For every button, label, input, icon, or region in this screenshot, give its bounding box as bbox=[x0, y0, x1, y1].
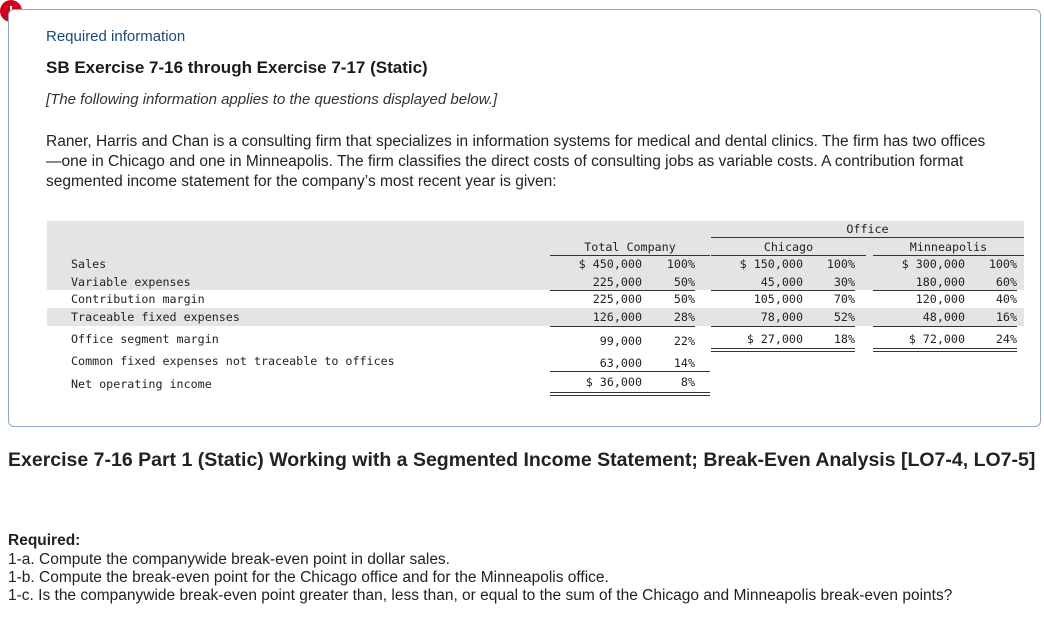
office-header: Office bbox=[846, 222, 889, 236]
total-value: 225,000 bbox=[592, 275, 642, 289]
chicago-value: 45,000 bbox=[760, 275, 803, 289]
minneapolis-pct: 100% bbox=[988, 257, 1017, 271]
col-header-chicago: Chicago bbox=[763, 240, 814, 254]
row-label-sales: Sales bbox=[71, 257, 107, 271]
chicago-double-rule-top bbox=[711, 348, 855, 349]
total-subtotal-rule bbox=[550, 290, 695, 291]
chicago-header-underline bbox=[711, 255, 866, 256]
chicago-value: $ 27,000 bbox=[746, 332, 803, 346]
total-double-rule-bottom bbox=[550, 395, 710, 396]
chicago-pct: 52% bbox=[833, 310, 855, 324]
required-label: Required: bbox=[8, 532, 81, 549]
col-header-total: Total Company bbox=[584, 240, 676, 254]
minneapolis-pct: 24% bbox=[995, 332, 1017, 346]
requirement-1c: 1-c. Is the companywide break-even point greater than, less than, or equal to the sum of the Chicago and Minneapolis break-even points? bbox=[8, 587, 953, 604]
total-pct: 100% bbox=[666, 257, 695, 271]
minneapolis-pct: 40% bbox=[995, 292, 1017, 306]
total-net-rule bbox=[550, 371, 710, 372]
total-pct: 8% bbox=[680, 375, 695, 389]
total-value: 99,000 bbox=[599, 334, 642, 348]
segmented-income-statement bbox=[47, 212, 1024, 402]
requirements-list bbox=[8, 551, 1038, 605]
row-label-net-operating-income: Net operating income bbox=[71, 377, 212, 391]
minneapolis-subtotal-rule bbox=[873, 290, 1017, 291]
chicago-value: $ 150,000 bbox=[739, 257, 803, 271]
chicago-value: 78,000 bbox=[760, 310, 803, 324]
row-label-common-fixed: Common fixed expenses not traceable to offices bbox=[71, 354, 395, 368]
chicago-segment-rule bbox=[711, 326, 855, 327]
office-underline bbox=[711, 237, 1024, 238]
chicago-pct: 30% bbox=[833, 275, 855, 289]
total-value: $ 36,000 bbox=[585, 375, 642, 389]
chicago-pct: 100% bbox=[826, 257, 855, 271]
minneapolis-value: $ 72,000 bbox=[908, 332, 965, 346]
total-double-rule-top bbox=[550, 392, 710, 393]
total-header-underline bbox=[550, 255, 710, 256]
minneapolis-pct: 60% bbox=[995, 275, 1017, 289]
total-value: $ 450,000 bbox=[578, 257, 642, 271]
minneapolis-pct: 16% bbox=[995, 310, 1017, 324]
requirement-1a: 1-a. Compute the companywide break-even point in dollar sales. bbox=[8, 551, 450, 568]
total-pct: 14% bbox=[673, 356, 695, 370]
minneapolis-value: $ 300,000 bbox=[901, 257, 965, 271]
total-value: 126,000 bbox=[592, 310, 642, 324]
total-value: 63,000 bbox=[599, 356, 642, 370]
required-information-heading: Required information bbox=[46, 28, 186, 45]
minneapolis-double-rule-bottom bbox=[873, 351, 1017, 352]
total-pct: 28% bbox=[673, 310, 695, 324]
exercise-title: SB Exercise 7-16 through Exercise 7-17 (Static) bbox=[46, 58, 428, 77]
minneapolis-value: 120,000 bbox=[915, 292, 965, 306]
chicago-double-rule-bottom bbox=[711, 351, 855, 352]
row-label-variable-expenses: Variable expenses bbox=[71, 275, 191, 289]
requirement-1b: 1-b. Compute the break-even point for the Chicago office and for the Minneapolis office. bbox=[8, 569, 609, 586]
minneapolis-value: 48,000 bbox=[922, 310, 965, 324]
part-heading: Exercise 7-16 Part 1 (Static) Working with a Segmented Income Statement; Break-Even Analysis [LO7-4, LO7-5] bbox=[8, 449, 1036, 471]
row-label-traceable-fixed: Traceable fixed expenses bbox=[71, 310, 240, 324]
applies-note: [The following information applies to the questions displayed below.] bbox=[46, 91, 498, 108]
total-pct: 22% bbox=[673, 334, 695, 348]
minneapolis-header-underline bbox=[873, 255, 1024, 256]
total-pct: 50% bbox=[673, 275, 695, 289]
chicago-value: 105,000 bbox=[753, 292, 803, 306]
minneapolis-value: 180,000 bbox=[915, 275, 965, 289]
chicago-pct: 70% bbox=[833, 292, 855, 306]
row-label-contribution-margin: Contribution margin bbox=[71, 292, 205, 306]
total-segment-rule bbox=[550, 326, 695, 327]
minneapolis-segment-rule bbox=[873, 326, 1017, 327]
row-label-office-segment-margin: Office segment margin bbox=[71, 332, 219, 346]
chicago-subtotal-rule bbox=[711, 290, 855, 291]
intro-paragraph: Raner, Harris and Chan is a consulting firm that specializes in information systems for medical and dental clinics. The firm has two offices—one in Chicago and one in Minneapolis. The firm classifies the direct costs of consulting jobs as variable costs. A contribution format segmented income statement for the company’s most recent year is given: bbox=[46, 133, 986, 190]
col-header-minneapolis: Minneapolis bbox=[909, 240, 988, 254]
total-value: 225,000 bbox=[592, 292, 642, 306]
total-pct: 50% bbox=[673, 292, 695, 306]
chicago-pct: 18% bbox=[833, 332, 855, 346]
minneapolis-double-rule-top bbox=[873, 348, 1017, 349]
